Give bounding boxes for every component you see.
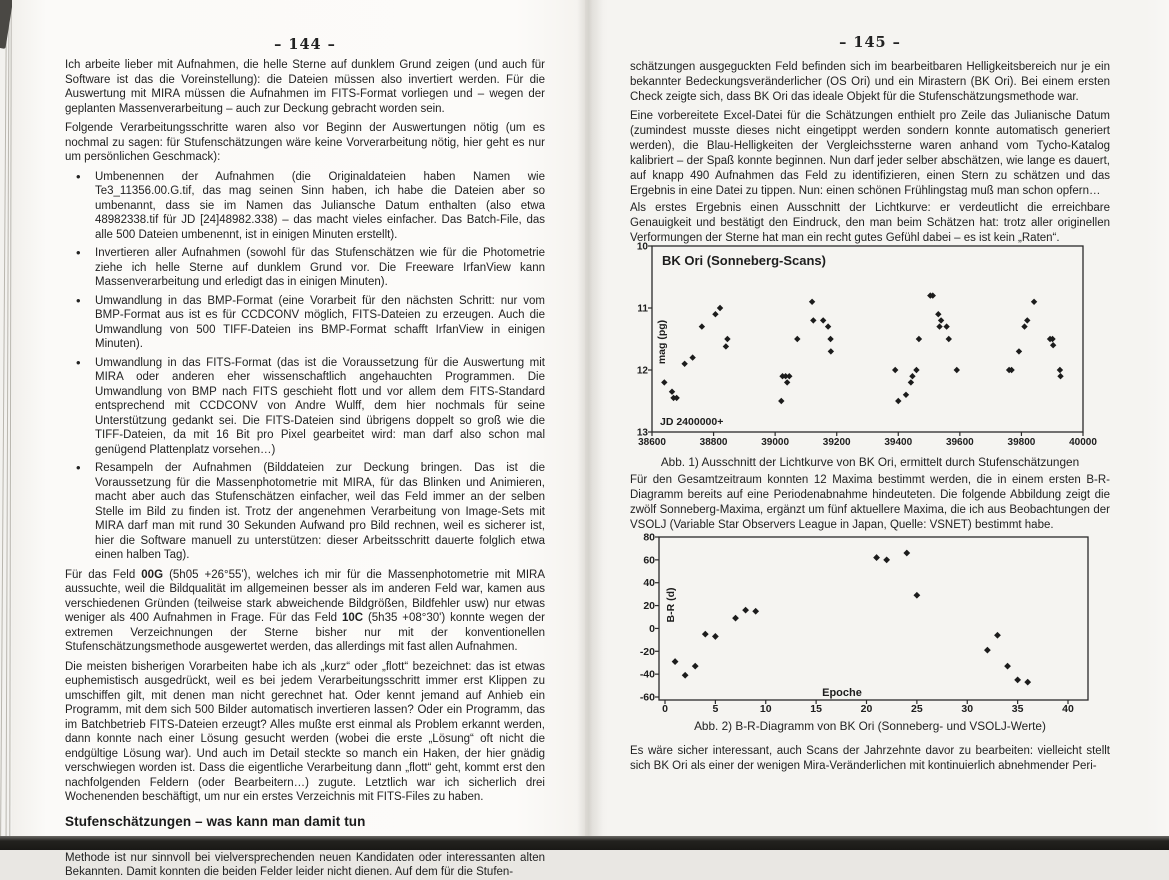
svg-text:20: 20 bbox=[643, 600, 655, 613]
list-item-invert: • Invertieren aller Aufnahmen (sowohl für das Stufenschätzen wie für die Photometrie ziehe ich helle Sterne auf dunklem Grund vor. Die Freeware IrfanView kann Massenverarbeitung und erledigt das in einigen Minuten). bbox=[76, 246, 545, 290]
svg-text:39400: 39400 bbox=[884, 437, 913, 448]
svg-text:39200: 39200 bbox=[822, 437, 851, 448]
chart-caption-abb1: Abb. 1) Ausschnitt der Lichtkurve von BK Ori, ermittelt durch Stufenschätzungen bbox=[660, 455, 1080, 469]
section-heading-stufenschaetzungen: Stufenschätzungen – was kann man damit tun bbox=[65, 813, 366, 829]
bk-ori-br-diagram-chart bbox=[630, 530, 1100, 715]
list-item-rename: • Umbenennen der Aufnahmen (die Originaldateien haben Namen wie Te3_11356.00.G.tif, das mag seinen Sinn haben, ich habe die Dateien aber so umbenannt, dass sie im Namen das Juliansche Datum enthalten (also etwa 48982338.tif für JD [24]48982.338) – das macht vieles einfacher. Das Batch-File, das alle 500 Dateien umbenennt, ist in einigen Minuten erstellt). bbox=[76, 170, 545, 243]
svg-text:39800: 39800 bbox=[1007, 437, 1036, 448]
svg-text:12: 12 bbox=[636, 365, 648, 377]
paragraph-maxima: Für den Gesamtzeitraum konnten 12 Maxima bestimmt werden, die in einem ersten B-R-Diagramm bereits auf eine Periodenabnahme hindeuteten. Die folgende Abbildung zeigt die zwölf Sonneberg-Maxima, ergänzt um fünf aktuellere Maxima, die ich aus Beobachtungen der VSOLJ (Variable Star Observers League in Japan, Quelle: VSNET) bestimmt habe. bbox=[630, 474, 1110, 531]
list-item-fits: • Umwandlung in das FITS-Format (das ist die Voraussetzung für die Auswertung mit MIRA oder anderen eher wissenschaftlich angehauchten Programmen. Die Umwandlung von BMP nach FITS geschieht flott und vor allem dem FITS-Standard entsprechend mit CCDCONV von Andre Wulff, dem hier nochmals für seine Unterstützung gedankt sei. Die FITS-Dateien sind übrigens doppelt so groß wie die TIFF-Dateien, da mit 16 Bit pro Pixel gearbeitet wird: man darf also schon mal genügend Plattenplatz vorsehen…) bbox=[76, 356, 545, 458]
svg-text:BK Ori (Sonneberg-Scans): BK Ori (Sonneberg-Scans) bbox=[662, 253, 826, 268]
svg-text:11: 11 bbox=[637, 303, 648, 315]
scan-bottom-bar bbox=[0, 836, 1169, 850]
svg-text:Epoche: Epoche bbox=[822, 687, 862, 699]
list-item-bmp: • Umwandlung in das BMP-Format (eine Vorarbeit für den nächsten Schritt: nur vom BMP-Format aus ist es für CCDCONV möglich, FITS-Dateien zu erzeugen. Auch die Umwandlung von 500 TIFF-Dateien ins BMP-Format schafft IrfanView in einigen Minuten). bbox=[76, 294, 545, 352]
paragraph-excel: Eine vorbereitete Excel-Datei für die Schätzungen enthielt pro Zeile das Julianische Datum (zumindest musste dieses nicht eingetippt werden sondern konnte automatisch generiert werden), die Blau-Helligkeiten der Vergleichssterne waren anhand vom Tycho-Katalog kalibriert – der Spaß konnte beginnen. Nun darf jeder selber abschätzen, wie lange es dauert, auf knapp 490 Aufnahmen das Feld zu identifizieren, einen Stern zu schätzen und das Ergebnis in eine Datei zu tippen. Nun: einen schönen Frühlingstag muß man schon opfern… bbox=[630, 110, 1110, 197]
paragraph-fleissarbeit: Methode ist nur sinnvoll bei vielversprechenden neuen Kandidaten oder interessanten alten Bekannten. Damit konnten die beiden Felder leider nicht dienen. Auf dem für die Stufen- bbox=[65, 851, 545, 878]
left-text-column bbox=[65, 58, 545, 878]
svg-text:5: 5 bbox=[712, 703, 719, 715]
svg-text:mag (pg): mag (pg) bbox=[656, 319, 668, 365]
svg-text:10: 10 bbox=[759, 703, 772, 715]
svg-text:15: 15 bbox=[810, 703, 822, 715]
svg-text:39000: 39000 bbox=[761, 437, 790, 448]
page-145 bbox=[585, 0, 1169, 838]
paragraph-fields: Für das Feld 00G (5h05 +26°55'), welches ich mir für die Massenphotometrie mit MIRA aussuchte, weil die Bildqualität im allgemeinen besser als im anderen Feld war, kamen aus verschiedenen Gründen (teilweise stark abweichende Bildgrößen, Bildfehler usw) nur etwas weniger als 400 Aufnahmen in Frage. Für das Feld 10C (5h35 +08°30') konnte wegen der extremen Verzeichnungen der Sterne bisher nur mit der konventionellen Stufenschätzungsmethode ausgewertet werden, das allerdings mit fast allen Aufnahmen. bbox=[65, 568, 545, 653]
svg-text:38600: 38600 bbox=[638, 437, 666, 448]
svg-text:13: 13 bbox=[636, 427, 648, 439]
svg-text:30: 30 bbox=[961, 703, 974, 715]
chart-caption-abb2: Abb. 2) B-R-Diagramm von BK Ori (Sonneberg- und VSOLJ-Werte) bbox=[694, 719, 1046, 733]
svg-text:0: 0 bbox=[662, 703, 668, 715]
paragraph-bk-ori-intro: schätzungen ausgeguckten Feld befinden sich im bearbeitbaren Helligkeitsbereich nur je ein bekannter Bedeckungsveränderlicher (OS Ori) und ein Mirastern (BK Ori). Bei einem ersten Check zeigte sich, dass BK Ori das ideale Objekt für die Stufenschätzungsmethode war. bbox=[630, 61, 1110, 103]
svg-text:40: 40 bbox=[1062, 703, 1074, 715]
paragraph-kurz-flott: Die meisten bisherigen Vorarbeiten habe ich als „kurz“ oder „flott“ bezeichnet: das ist etwas euphemistisch ausgedrückt, weil es bei jedem Verarbeitungsschritt immer erst Klippen zu umschiffen gilt, mit denen man nicht gerechnet hat. Oder kennt jemand auf Anhieb ein Programm, mit dem sich 500 Bilder automatisch invertieren lassen? Oder ein Programm, das im Batchbetrieb FITS-Dateien erzeugt? Alles mußte erst einmal als Problem erkannt werden, dann konnte nach einer Lösung gesucht werden (wobei die erste „Lösung“ oft nicht die endgültige Lösung war). Und auch im Detail steckte so manch ein Haken, der hier gnädig verschwiegen worden ist. Dass die eigentliche Verarbeitung dann „flott“ geht, kommt erst den nachfolgenden Feldern (oder Bearbeitern…) zugute. Letztlich war ich sicherlich drei Wochenenden beschäftigt, um nur ein erstes Verzeichnis mit FITS-Files zu haben. bbox=[65, 660, 545, 803]
paragraph-scans-outlook: Es wäre sicher interessant, auch Scans der Jahrzehnte davor zu bearbeiten: vielleicht stellt sich BK Ori als einer der wenigen Mira-Veränderlichen mit kontinuierlich abnehmender Peri- bbox=[630, 745, 1110, 772]
page-number-144: – 144 – bbox=[274, 36, 336, 53]
page-144 bbox=[12, 0, 585, 878]
svg-text:-60: -60 bbox=[639, 691, 655, 704]
svg-text:-40: -40 bbox=[639, 668, 655, 681]
paragraph-lichtkurve: Als erstes Ergebnis einen Ausschnitt der Lichtkurve: er verdeutlicht die erreichbare Genauigkeit und bestätigt den Eindruck, den man beim Schätzen hat: trotz aller originellen Verformungen der Sterne hat man ein recht gutes Gefühl dabei – es ist kein „Raten“. bbox=[630, 202, 1110, 244]
svg-text:40000: 40000 bbox=[1069, 437, 1097, 448]
svg-text:60: 60 bbox=[643, 554, 655, 567]
svg-text:35: 35 bbox=[1011, 703, 1024, 715]
page-number-145: – 145 – bbox=[839, 34, 901, 51]
svg-text:B-R (d): B-R (d) bbox=[665, 587, 677, 623]
svg-text:0: 0 bbox=[649, 622, 655, 635]
svg-text:20: 20 bbox=[860, 703, 873, 715]
svg-text:JD 2400000+: JD 2400000+ bbox=[660, 416, 724, 428]
svg-text:-20: -20 bbox=[639, 645, 655, 658]
svg-text:40: 40 bbox=[643, 577, 655, 590]
list-item-resample: • Resampeln der Aufnahmen (Bilddateien zur Deckung bringen. Das ist die Voraussetzung für die Massenphotometrie mit MIRA, für das Blinken und Animieren, macht aber auch das Stufenschätzen einfacher, weil das Feld immer an der selben Stelle im Bild zu finden ist. Trotz der angenehmen Verarbeitung von Image-Sets mit MIRA darf man mit rund 30 Sekunden Aufwand pro Bild rechnen, weil es sicherer ist, hier die Software manuell zu unterstützen: dieser Arbeitsschritt dauerte folglich etwa einen halben Tag). bbox=[76, 461, 545, 563]
paragraph-processing-steps: Folgende Verarbeitungsschritte waren also vor Beginn der Auswertungen nötig (um es nochmal zu sagen: für Stufenschätzungen wäre keine Vorverarbeitung nötig, hier geht es nur um persönlichen Geschmack): bbox=[65, 122, 545, 163]
svg-text:38800: 38800 bbox=[699, 437, 728, 448]
svg-text:10: 10 bbox=[636, 241, 648, 253]
svg-text:39600: 39600 bbox=[945, 437, 974, 448]
paragraph-invert-intro: Ich arbeite lieber mit Aufnahmen, die helle Sterne auf dunklem Grund zeigen (und auch für Software ist das die Voreinstellung): die Dateien müssen also invertiert werden. Für die Auswertung mit MIRA müssen die Aufnahmen im FITS-Format vorliegen und – wegen der geplanten Massenverarbeitung – auch zur Deckung gebracht worden sein. bbox=[65, 59, 545, 115]
bk-ori-lightcurve-chart bbox=[636, 242, 1096, 457]
svg-text:25: 25 bbox=[911, 703, 923, 715]
svg-text:80: 80 bbox=[643, 531, 655, 544]
processing-steps-list bbox=[65, 170, 545, 563]
